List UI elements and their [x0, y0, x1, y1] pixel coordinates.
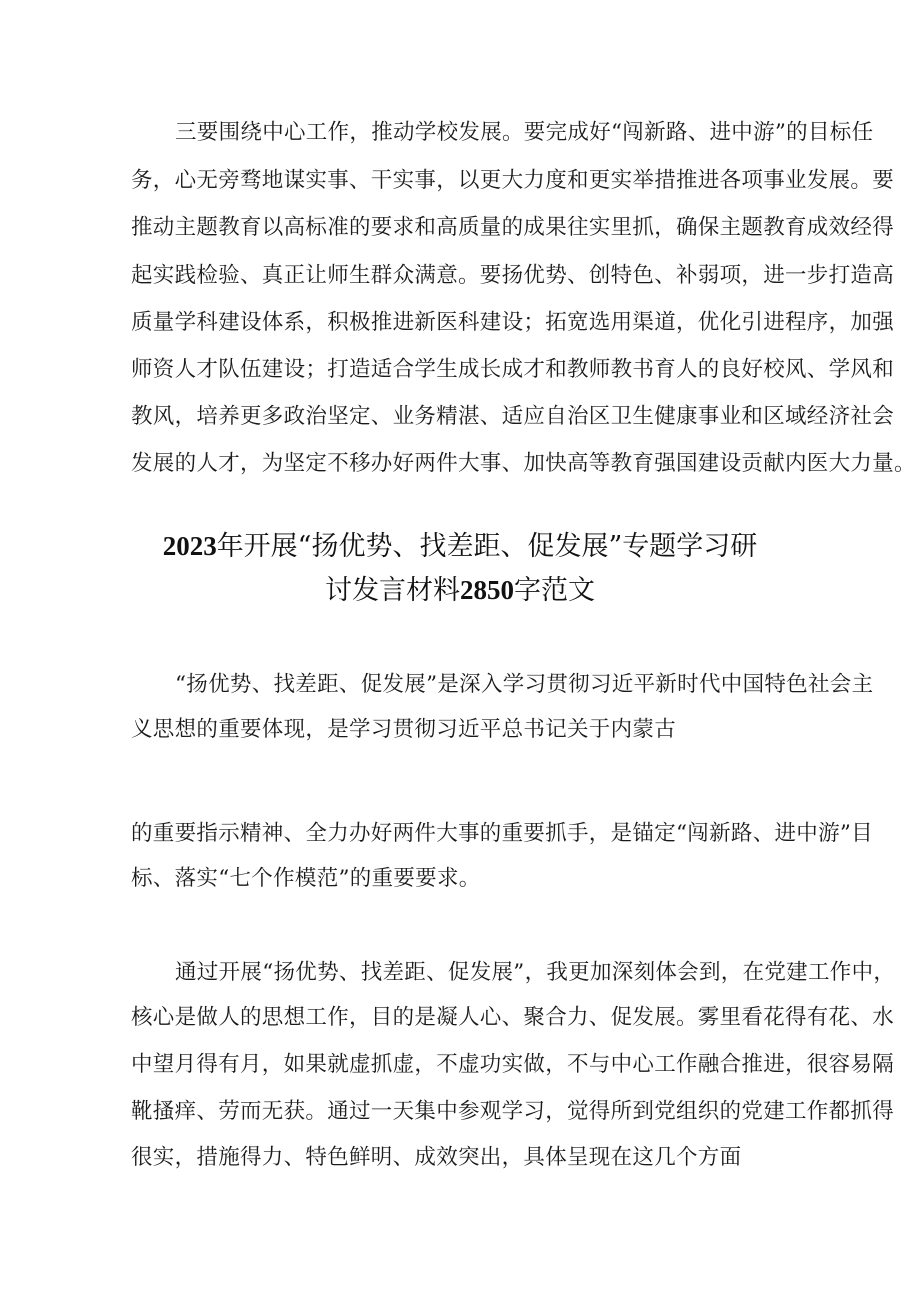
text-line: 标、落实“七个作模范”的重要要求。: [131, 866, 481, 891]
text-line: 很实，措施得力、特色鲜明、成效突出，具体呈现在这几个方面: [131, 1145, 742, 1170]
title-line-2: [0, 572, 920, 608]
text-line: “扬优势、找差距、促发展”是深入学习贯彻习近平新时代中国特色社会主: [175, 672, 874, 697]
title-text: 年开展“扬优势、找差距、促发展”专题学习研: [216, 531, 758, 562]
title-line-1: [0, 528, 920, 564]
text-line: 师资人才队伍建设；打造适合学生成长成才和教师教书育人的良好校风、学风和: [131, 357, 895, 382]
text-line: 通过开展“扬优势、找差距、促发展”，我更加深刻体会到，在党建工作中，: [175, 960, 896, 985]
text-line: 三要围绕中心工作，推动学校发展。要完成好“闯新路、进中游”的目标任: [175, 120, 874, 145]
text-line: 的重要指示精神、全力办好两件大事的重要抓手，是锚定“闯新路、进中游”目: [131, 821, 873, 846]
text-line: 质量学科建设体系，积极推进新医科建设；拓宽选用渠道，优化引进程序，加强: [131, 310, 895, 335]
text-line: 发展的人才，为坚定不移办好两件大事、加快高等教育强国建设贡献内医大力量。: [131, 451, 916, 476]
text-line: 靴搔痒、劳而无获。通过一天集中参观学习，觉得所到党组织的党建工作都抓得: [131, 1099, 895, 1124]
title-year: 2023: [162, 531, 217, 561]
title-word-count: 2850: [460, 575, 514, 605]
title-text: 字范文: [514, 575, 595, 606]
text-line: 核心是做人的思想工作，目的是凝人心、聚合力、促发展。雾里看花得有花、水: [131, 1005, 895, 1030]
text-line: 务，心无旁骛地谋实事、干实事，以更大力度和更实举措推进各项事业发展。要: [131, 168, 895, 193]
title-text: 讨发言材料: [325, 575, 460, 606]
text-line: 中望月得有月，如果就虚抓虚，不虚功实做，不与中心工作融合推进，很容易隔: [131, 1052, 895, 1077]
text-line: 义思想的重要体现，是学习贯彻习近平总书记关于内蒙古: [131, 717, 677, 742]
text-line: 推动主题教育以高标准的要求和高质量的成果往实里抓，确保主题教育成效经得: [131, 215, 895, 240]
text-line: 教风，培养更多政治坚定、业务精湛、适应自治区卫生健康事业和区域经济社会: [131, 404, 895, 429]
text-line: 起实践检验、真正让师生群众满意。要扬优势、创特色、补弱项，进一步打造高: [131, 263, 895, 288]
